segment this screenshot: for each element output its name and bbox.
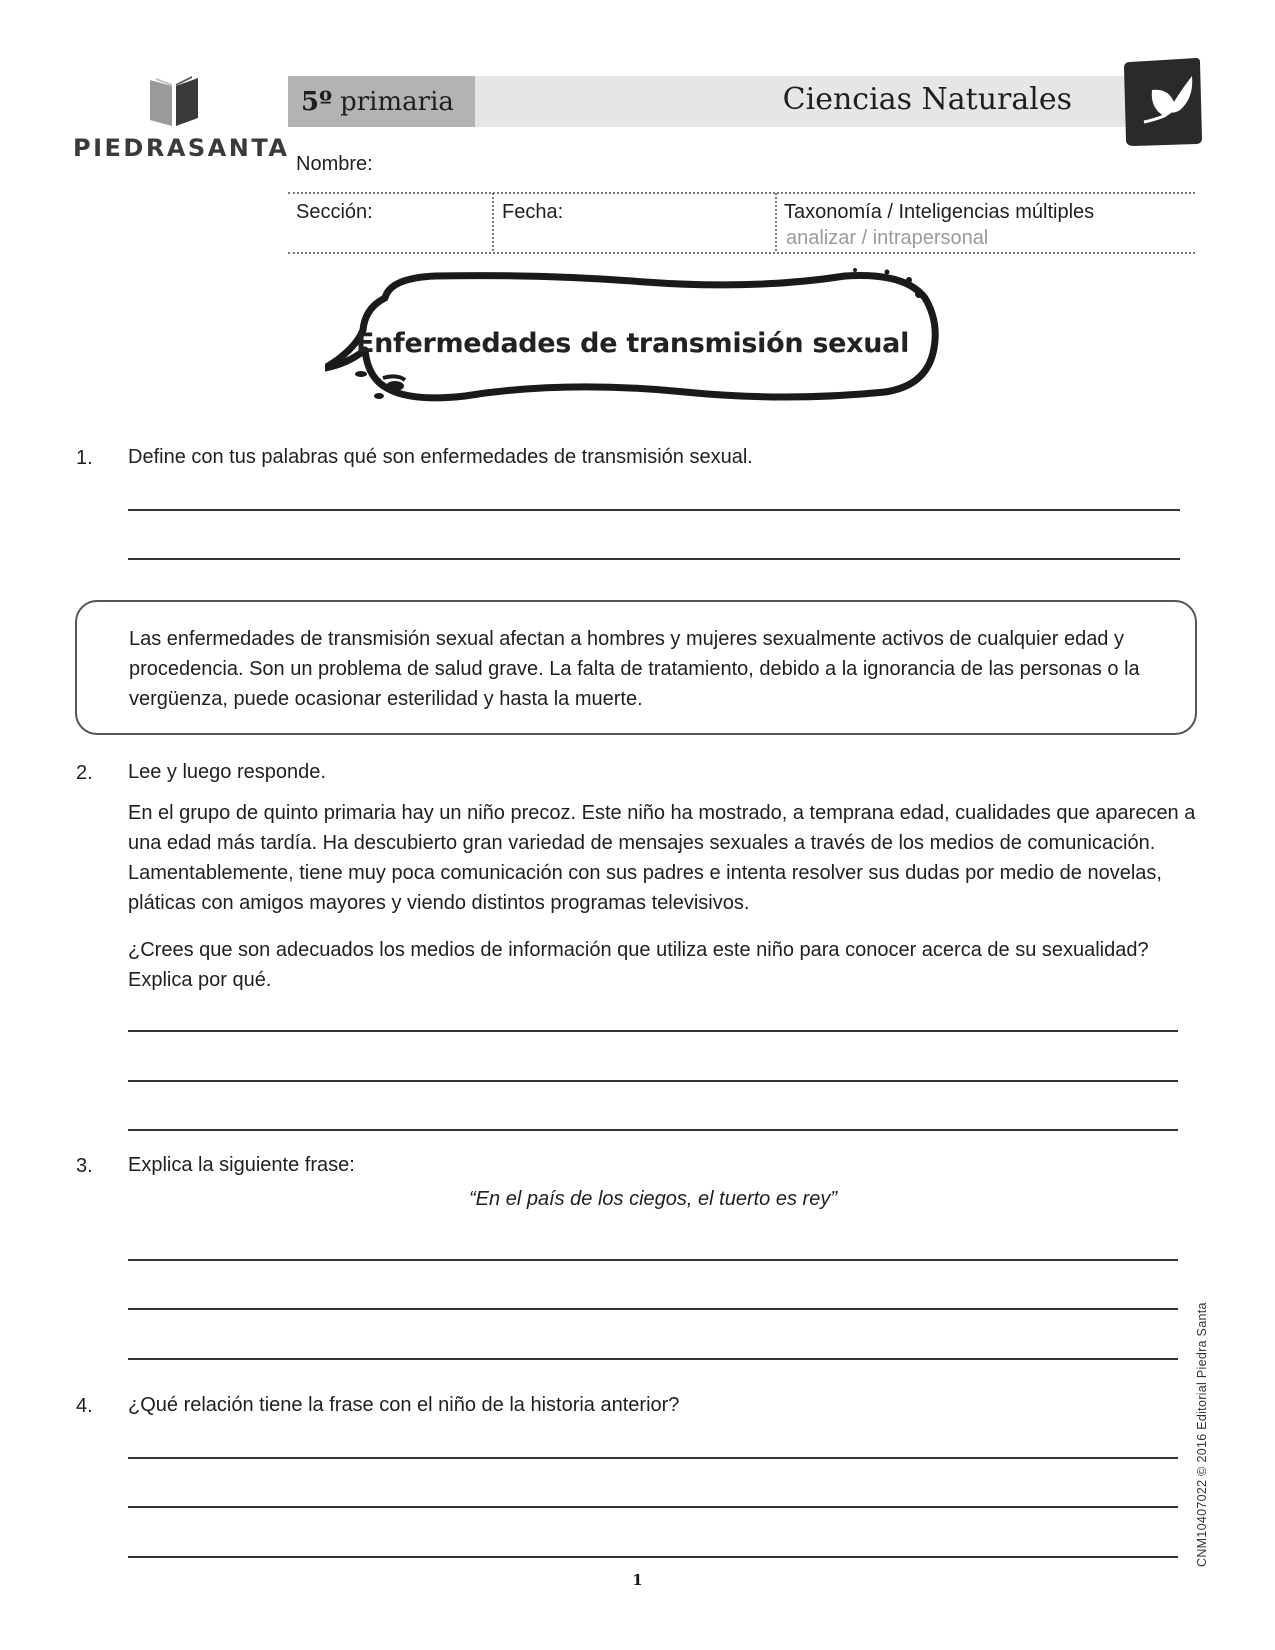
name-label: Nombre: — [296, 153, 373, 175]
leaf-icon — [1120, 58, 1202, 146]
story-paragraph: En el grupo de quinto primaria hay un niño precoz. Este niño ha mostrado, a temprana edad, cualidades que aparecen a una edad más tardía. Ha descubierto gran variedad de mensajes sexuales a través de los medios de comunicación. Lamentablemente, tiene muy poca comunicación con sus padres e intenta resolver sus dudas por medio de novelas, pláticas con amigos mayores y viendo distintos programas televisivos. — [128, 802, 1196, 914]
taxonomy-label: Taxonomía / Inteligencias múltiples — [784, 201, 1095, 223]
answer-line[interactable] — [128, 1358, 1178, 1360]
question-3-text: Explica la siguiente frase: — [128, 1154, 355, 1176]
copyright-credit: CNM10407022 © 2016 Editorial Piedra Santa — [1195, 1302, 1209, 1567]
book-icon — [146, 76, 202, 128]
question-3-number: 3. — [76, 1155, 93, 1177]
answer-line[interactable] — [128, 1129, 1178, 1131]
header-divider-1 — [288, 192, 1195, 194]
question-4-text: ¿Qué relación tiene la frase con el niño de la historia anterior? — [128, 1394, 680, 1416]
logo-text: PIEDRASANTA — [73, 134, 290, 162]
answer-line[interactable] — [128, 1457, 1178, 1459]
question-2-number: 2. — [76, 762, 93, 784]
info-box-text: Las enfermedades de transmisión sexual afectan a hombres y mujeres sexualmente activos de cualquier edad y procedencia. Son un problema de salud grave. La falta de tratamiento, debido a la ignorancia de las personas o la vergüenza, puede ocasionar esterilidad y hasta la muerte. — [129, 628, 1140, 710]
grade-box — [288, 76, 475, 127]
quote-text: “En el país de los ciegos, el tuerto es rey” — [469, 1188, 837, 1210]
grade-label: primaria — [340, 86, 454, 117]
page-number: 1 — [632, 1571, 643, 1589]
subject-bar — [475, 76, 1130, 127]
header-divider-2 — [288, 252, 1195, 254]
taxonomy-value: analizar / intrapersonal — [786, 227, 989, 249]
answer-line[interactable] — [128, 1556, 1178, 1558]
answer-line[interactable] — [128, 1308, 1178, 1310]
question-1-number: 1. — [76, 447, 93, 469]
worksheet-title: Enfermedades de transmisión sexual — [355, 328, 910, 359]
info-box — [75, 600, 1197, 735]
answer-line[interactable] — [128, 1259, 1178, 1261]
story-question: ¿Crees que son adecuados los medios de información que utiliza este niño para conocer acerca de su sexualidad? Explica por qué. — [128, 939, 1149, 991]
answer-line[interactable] — [128, 558, 1180, 560]
answer-line[interactable] — [128, 1030, 1178, 1032]
date-divider — [775, 193, 777, 251]
publisher-logo — [70, 72, 290, 167]
date-label: Fecha: — [502, 201, 564, 223]
grade-number: 5º — [301, 86, 333, 117]
subject-title: Ciencias Naturales — [782, 82, 1072, 117]
question-2-text: Lee y luego responde. — [128, 761, 326, 783]
question-1-text: Define con tus palabras qué son enfermedades de transmisión sexual. — [128, 446, 753, 468]
question-4-number: 4. — [76, 1395, 93, 1417]
section-label: Sección: — [296, 201, 373, 223]
answer-line[interactable] — [128, 509, 1180, 511]
answer-line[interactable] — [128, 1506, 1178, 1508]
answer-line[interactable] — [128, 1080, 1178, 1082]
section-divider — [492, 193, 494, 251]
